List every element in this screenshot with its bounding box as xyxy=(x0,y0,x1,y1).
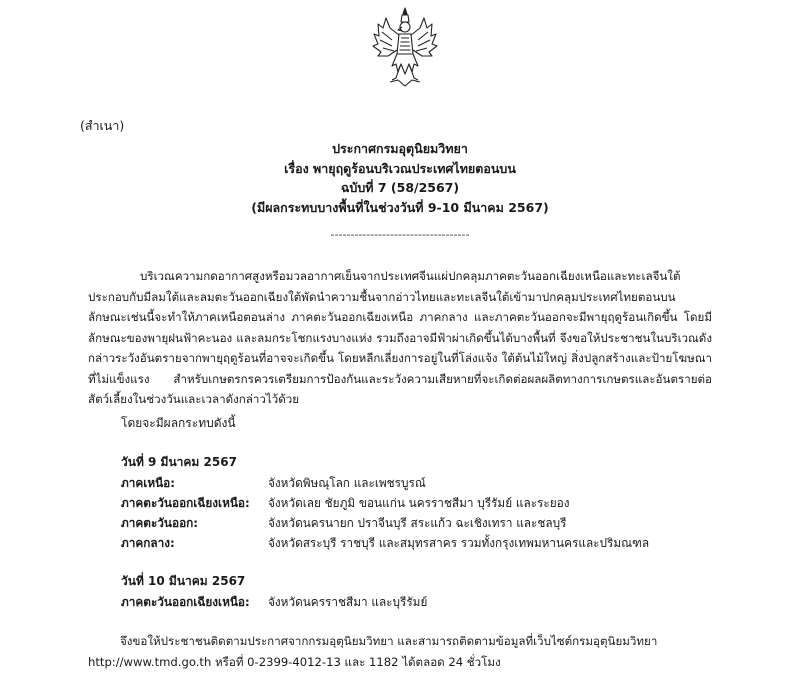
day-heading: วันที่ 9 มีนาคม 2567 xyxy=(121,455,237,469)
closing-paragraph-text: จึงขอให้ประชาชนติดตามประกาศจากกรมอุตุนิยมวิทยา และสามารถติดตามข้อมูลที่เว็บไซต์กรมอุตุนิยมวิทยา http://www.tmd.go.th หรือที่ 0-2399-4012-13 และ 1182 ได้ตลอด 24 ชั่วโมง xyxy=(88,634,658,669)
body-paragraph xyxy=(88,266,712,410)
header-impact-period: (มีผลกระทบบางพื้นที่ในช่วงวันที่ 9-10 มีนาคม 2567) xyxy=(251,199,549,215)
closing-paragraph xyxy=(88,631,712,672)
day-heading: วันที่ 10 มีนาคม 2567 xyxy=(121,574,246,588)
region-provinces: จังหวัดเลย ชัยภูมิ ขอนแก่น นครราชสีมา บุรีรัมย์ และระยอง xyxy=(268,496,570,510)
header-subject: เรื่อง พายุฤดูร้อนบริเวณประเทศไทยตอนบน xyxy=(284,160,516,176)
region-label: ภาคตะวันออก: xyxy=(121,516,199,530)
region-label: ภาคกลาง: xyxy=(121,536,175,550)
impact-intro: โดยจะมีผลกระทบดังนี้ xyxy=(121,416,236,430)
region-label: ภาคตะวันออกเฉียงเหนือ: xyxy=(121,595,250,609)
region-provinces: จังหวัดสระบุรี ราชบุรี และสมุทรสาคร รวมทั้งกรุงเทพมหานครและปริมณฑล xyxy=(268,536,650,550)
header-agency: ประกาศกรมอุตุนิยมวิทยา xyxy=(332,141,468,156)
region-label: ภาคตะวันออกเฉียงเหนือ: xyxy=(121,496,250,510)
copy-mark: (สำเนา) xyxy=(80,118,125,133)
region-provinces: จังหวัดนครนายก ปราจีนบุรี สระแก้ว ฉะเชิงเทรา และชลบุรี xyxy=(268,516,567,530)
header-separator: ----------------------------------- xyxy=(330,228,470,241)
body-paragraph-text: บริเวณความกดอากาศสูงหรือมวลอากาศเย็นจากประเทศจีนแผ่ปกคลุมภาคตะวันออกเฉียงเหนือและทะเลจีนใต้ ประกอบกับมีลมใต้และลมตะวันออกเฉียงใต้พัดนำความชื้นจากอ่าวไทยและทะเลจีนใต้เข้ามาปกคลุมประเทศไทยตอนบน ลักษณะเช่นนี้จะทำให้ภาคเหนือตอนล่าง ภาคตะวันออกเฉียงเหนือ ภาคกลาง และภาคตะวันออกจะมีพายุฤดูร้อนเกิดขึ้น โดยมีลักษณะของพายุฝนฟ้าคะนอง และลมกระโชกแรงบางแห่ง รวมถึงอาจมีฟ้าผ่าเกิดขึ้นได้บางพื้นที่ จึงขอให้ประชาชนในบริเวณดังกล่าวระวังอันตรายจากพายุฤดูร้อนที่อาจจะเกิดขึ้น โดยหลีกเลี่ยงการอยู่ในที่โล่งแจ้ง ใต้ต้นไม้ใหญ่ สิ่งปลูกสร้างและป้ายโฆษณาที่ไม่แข็งแรง สำหรับเกษตรกรควรเตรียมการป้องกันและระวังความเสียหายที่จะเกิดต่อผลผลิตทางการเกษตรและอันตรายต่อสัตว์เลี้ยงในช่วงวันและเวลาดังกล่าวไว้ด้วย xyxy=(88,269,712,406)
header-issue-number: ฉบับที่ 7 (58/2567) xyxy=(340,180,460,195)
garuda-emblem xyxy=(372,6,438,88)
announcement-header xyxy=(0,139,800,217)
region-provinces: จังหวัดพิษณุโลก และเพชรบูรณ์ xyxy=(268,476,426,490)
region-label: ภาคเหนือ: xyxy=(121,476,175,490)
region-provinces: จังหวัดนครราชสีมา และบุรีรัมย์ xyxy=(268,595,428,609)
